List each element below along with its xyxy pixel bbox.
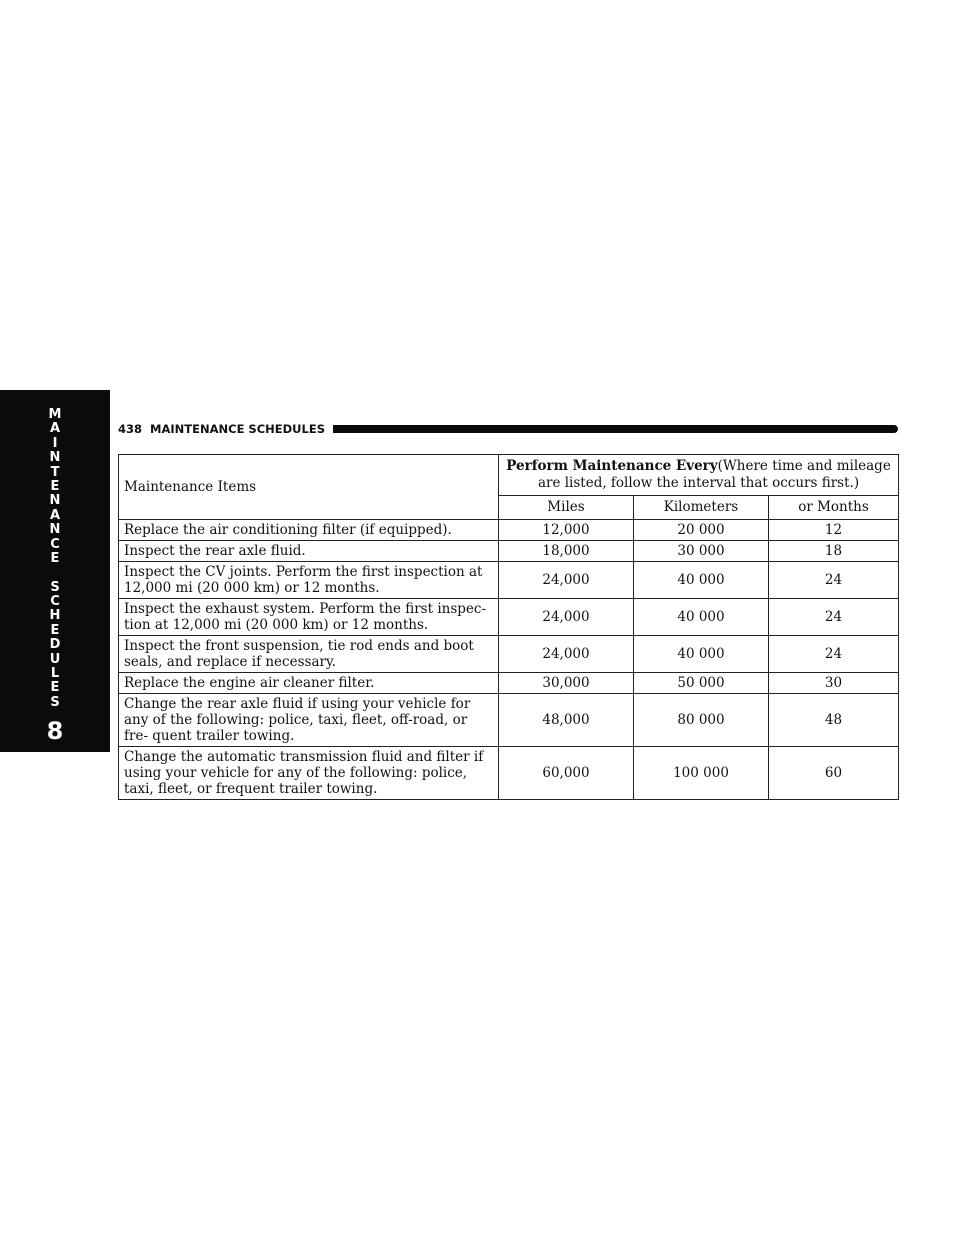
row-item: Replace the engine air cleaner filter. [119, 673, 499, 694]
side-tab-letter: E [50, 680, 60, 696]
row-months: 48 [769, 694, 899, 747]
perform-bold: Perform Maintenance Every [506, 457, 718, 474]
table-row [119, 541, 899, 562]
column-header-items: Maintenance Items [119, 455, 499, 520]
side-tab-letter: C [50, 536, 60, 552]
side-tab-letter: U [49, 651, 61, 667]
row-km: 40 000 [634, 562, 769, 599]
table-header-row [119, 455, 899, 496]
row-item: Inspect the rear axle fluid. [119, 541, 499, 562]
table-row [119, 562, 899, 599]
row-item: Change the automatic transmission fluid and filter if using your vehicle for any of the following: police, taxi, fleet, or frequent trailer towing. [119, 747, 499, 800]
table-row [119, 599, 899, 636]
header-rule [333, 425, 898, 433]
side-tab-letter: S [50, 579, 60, 595]
row-miles: 60,000 [499, 747, 634, 800]
row-km: 50 000 [634, 673, 769, 694]
row-km: 80 000 [634, 694, 769, 747]
row-miles: 24,000 [499, 562, 634, 599]
row-km: 40 000 [634, 636, 769, 673]
row-item: Change the rear axle fluid if using your vehicle for any of the following: police, taxi, fleet, off-road, or fre- quent trailer towing. [119, 694, 499, 747]
column-header-perform [499, 455, 899, 496]
row-miles: 18,000 [499, 541, 634, 562]
row-months: 24 [769, 562, 899, 599]
row-item: Inspect the exhaust system. Perform the first inspec- tion at 12,000 mi (20 000 km) or 12 months. [119, 599, 499, 636]
row-months: 12 [769, 520, 899, 541]
side-tab-letter: E [50, 478, 60, 494]
side-tab-letter: L [50, 666, 60, 682]
side-tab-letter: D [49, 637, 61, 653]
side-tab-letter: T [50, 464, 60, 480]
row-miles: 30,000 [499, 673, 634, 694]
side-tab-letter: H [49, 608, 61, 624]
column-header-months: or Months [769, 495, 899, 519]
section-title: MAINTENANCE SCHEDULES [150, 422, 325, 436]
row-months: 24 [769, 636, 899, 673]
side-tab-letter: I [52, 435, 58, 451]
page-header [118, 421, 898, 437]
page-number-text: 438 [118, 422, 143, 436]
page-number [118, 422, 333, 436]
section-number: 8 [46, 717, 64, 745]
row-miles: 48,000 [499, 694, 634, 747]
maintenance-table [118, 454, 899, 800]
table-row [119, 636, 899, 673]
side-tab-letter: A [49, 421, 61, 437]
row-months: 24 [769, 599, 899, 636]
column-header-miles: Miles [499, 495, 634, 519]
side-tab-letter: N [49, 493, 61, 509]
row-months: 18 [769, 541, 899, 562]
side-tab-letter: C [50, 594, 60, 610]
section-side-tab [0, 390, 110, 752]
table-row [119, 747, 899, 800]
row-miles: 24,000 [499, 599, 634, 636]
row-item: Inspect the front suspension, tie rod ends and boot seals, and replace if necessary. [119, 636, 499, 673]
side-tab-letter: N [49, 522, 61, 538]
table-row [119, 520, 899, 541]
table-row [119, 694, 899, 747]
perform-note: (Where time and mileage are listed, follow the interval that occurs first.) [537, 457, 891, 491]
row-km: 40 000 [634, 599, 769, 636]
row-months: 60 [769, 747, 899, 800]
row-km: 20 000 [634, 520, 769, 541]
row-item: Inspect the CV joints. Perform the first inspection at 12,000 mi (20 000 km) or 12 months. [119, 562, 499, 599]
row-km: 30 000 [634, 541, 769, 562]
column-header-kilometers: Kilometers [634, 495, 769, 519]
row-months: 30 [769, 673, 899, 694]
side-tab-letter: E [50, 622, 60, 638]
row-item: Replace the air conditioning filter (if equipped). [119, 520, 499, 541]
side-tab-letters [0, 408, 110, 710]
table-row [119, 673, 899, 694]
side-tab-letter: E [50, 550, 60, 566]
row-miles: 24,000 [499, 636, 634, 673]
row-km: 100 000 [634, 747, 769, 800]
row-miles: 12,000 [499, 520, 634, 541]
side-tab-letter: N [49, 450, 61, 466]
side-tab-letter: S [50, 694, 60, 710]
side-tab-letter: M [48, 407, 62, 422]
side-tab-letter: A [49, 507, 61, 523]
